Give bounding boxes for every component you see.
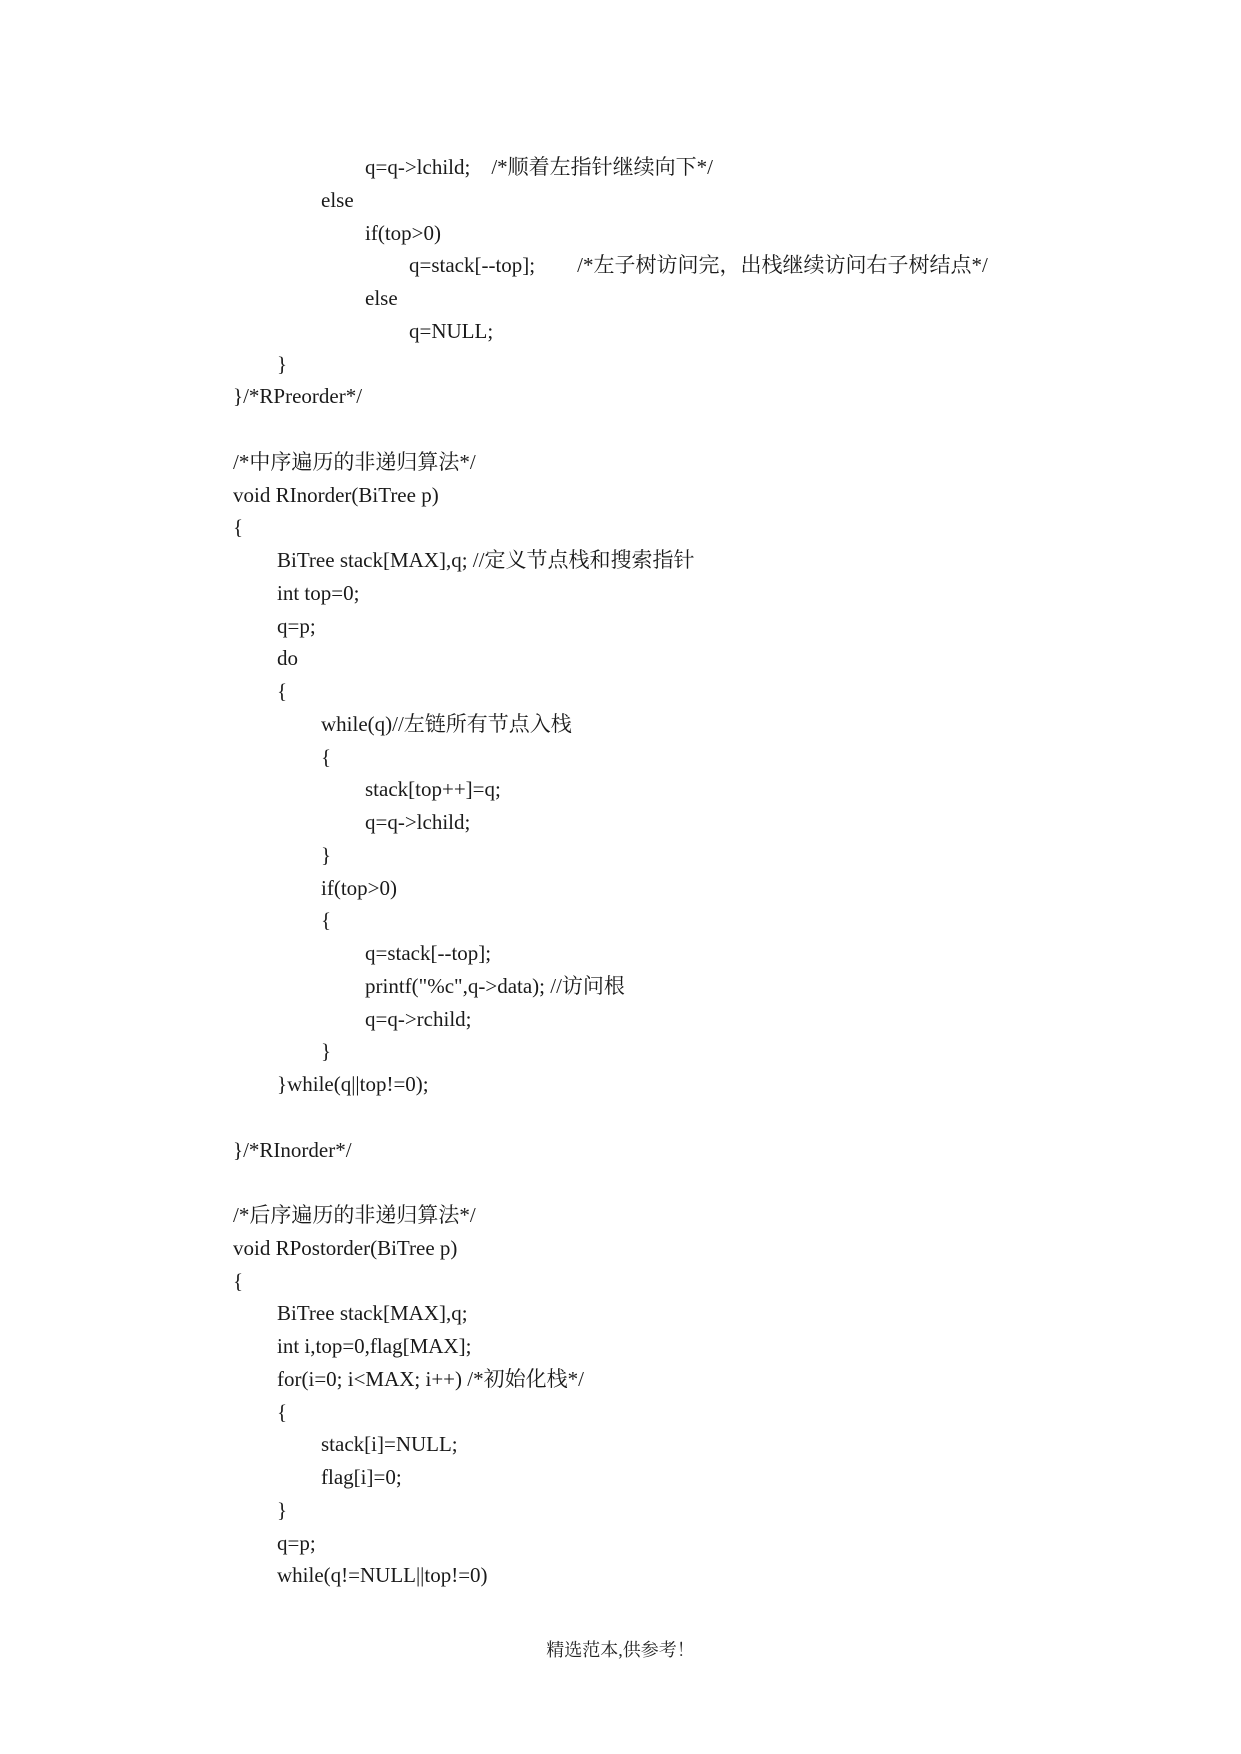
blank-line xyxy=(233,413,1193,446)
code-line: { xyxy=(233,515,244,540)
blank-line xyxy=(233,1166,1193,1199)
section-comment: /*中序遍历的非递归算法*/ xyxy=(233,449,476,474)
code-line: q=p; xyxy=(277,1530,316,1555)
code-line: int top=0; xyxy=(277,580,360,605)
code-line: q=q->rchild; xyxy=(365,1006,472,1031)
code-line: if(top>0) xyxy=(321,875,397,900)
function-signature: void RPostorder(BiTree p) xyxy=(233,1235,458,1260)
code-line: { xyxy=(321,908,332,933)
code-line: q=stack[--top]; /*左子树访问完，出栈继续访问右子树结点*/ xyxy=(409,253,988,278)
code-line: printf("%c",q->data); //访问根 xyxy=(365,973,625,998)
code-line: } xyxy=(277,351,288,376)
code-line: { xyxy=(277,1399,288,1424)
code-line: q=stack[--top]; xyxy=(365,941,492,965)
code-line: stack[top++]=q; xyxy=(365,777,501,802)
code-line: int i,top=0,flag[MAX]; xyxy=(277,1334,472,1358)
code-line: for(i=0; i<MAX; i++) /*初始化栈*/ xyxy=(277,1366,584,1391)
code-line: { xyxy=(321,744,332,769)
function-signature: void RInorder(BiTree p) xyxy=(233,482,439,507)
page-footer: 精选范本,供参考！ xyxy=(546,1640,695,1660)
code-line: flag[i]=0; xyxy=(321,1465,402,1489)
code-line: q=NULL; xyxy=(409,318,494,343)
code-line: }/*RInorder*/ xyxy=(233,1137,352,1162)
code-line: }/*RPreorder*/ xyxy=(233,384,363,409)
code-line: stack[i]=NULL; xyxy=(321,1432,458,1457)
code-line: q=q->lchild; /*顺着左指针继续向下*/ xyxy=(365,155,714,179)
code-line: }while(q||top!=0); xyxy=(277,1072,429,1096)
code-line: } xyxy=(277,1497,288,1522)
code-line: else xyxy=(321,187,354,212)
code-block xyxy=(233,151,1193,1592)
code-line: while(q)//左链所有节点入栈 xyxy=(321,711,572,736)
code-line: q=p; xyxy=(277,613,316,638)
code-line: BiTree stack[MAX],q; //定义节点栈和搜索指针 xyxy=(277,548,695,572)
code-line: else xyxy=(365,286,398,310)
code-line: } xyxy=(321,842,332,867)
code-line: { xyxy=(233,1268,244,1293)
code-line: { xyxy=(277,679,288,703)
section-comment: /*后序遍历的非递归算法*/ xyxy=(233,1203,476,1227)
blank-line xyxy=(233,1101,1193,1134)
code-line: BiTree stack[MAX],q; xyxy=(277,1301,468,1326)
code-line: q=q->lchild; xyxy=(365,810,471,834)
code-line: } xyxy=(321,1039,332,1064)
code-line: while(q!=NULL||top!=0) xyxy=(277,1563,488,1588)
code-line: if(top>0) xyxy=(365,220,441,245)
code-line: do xyxy=(277,646,298,671)
